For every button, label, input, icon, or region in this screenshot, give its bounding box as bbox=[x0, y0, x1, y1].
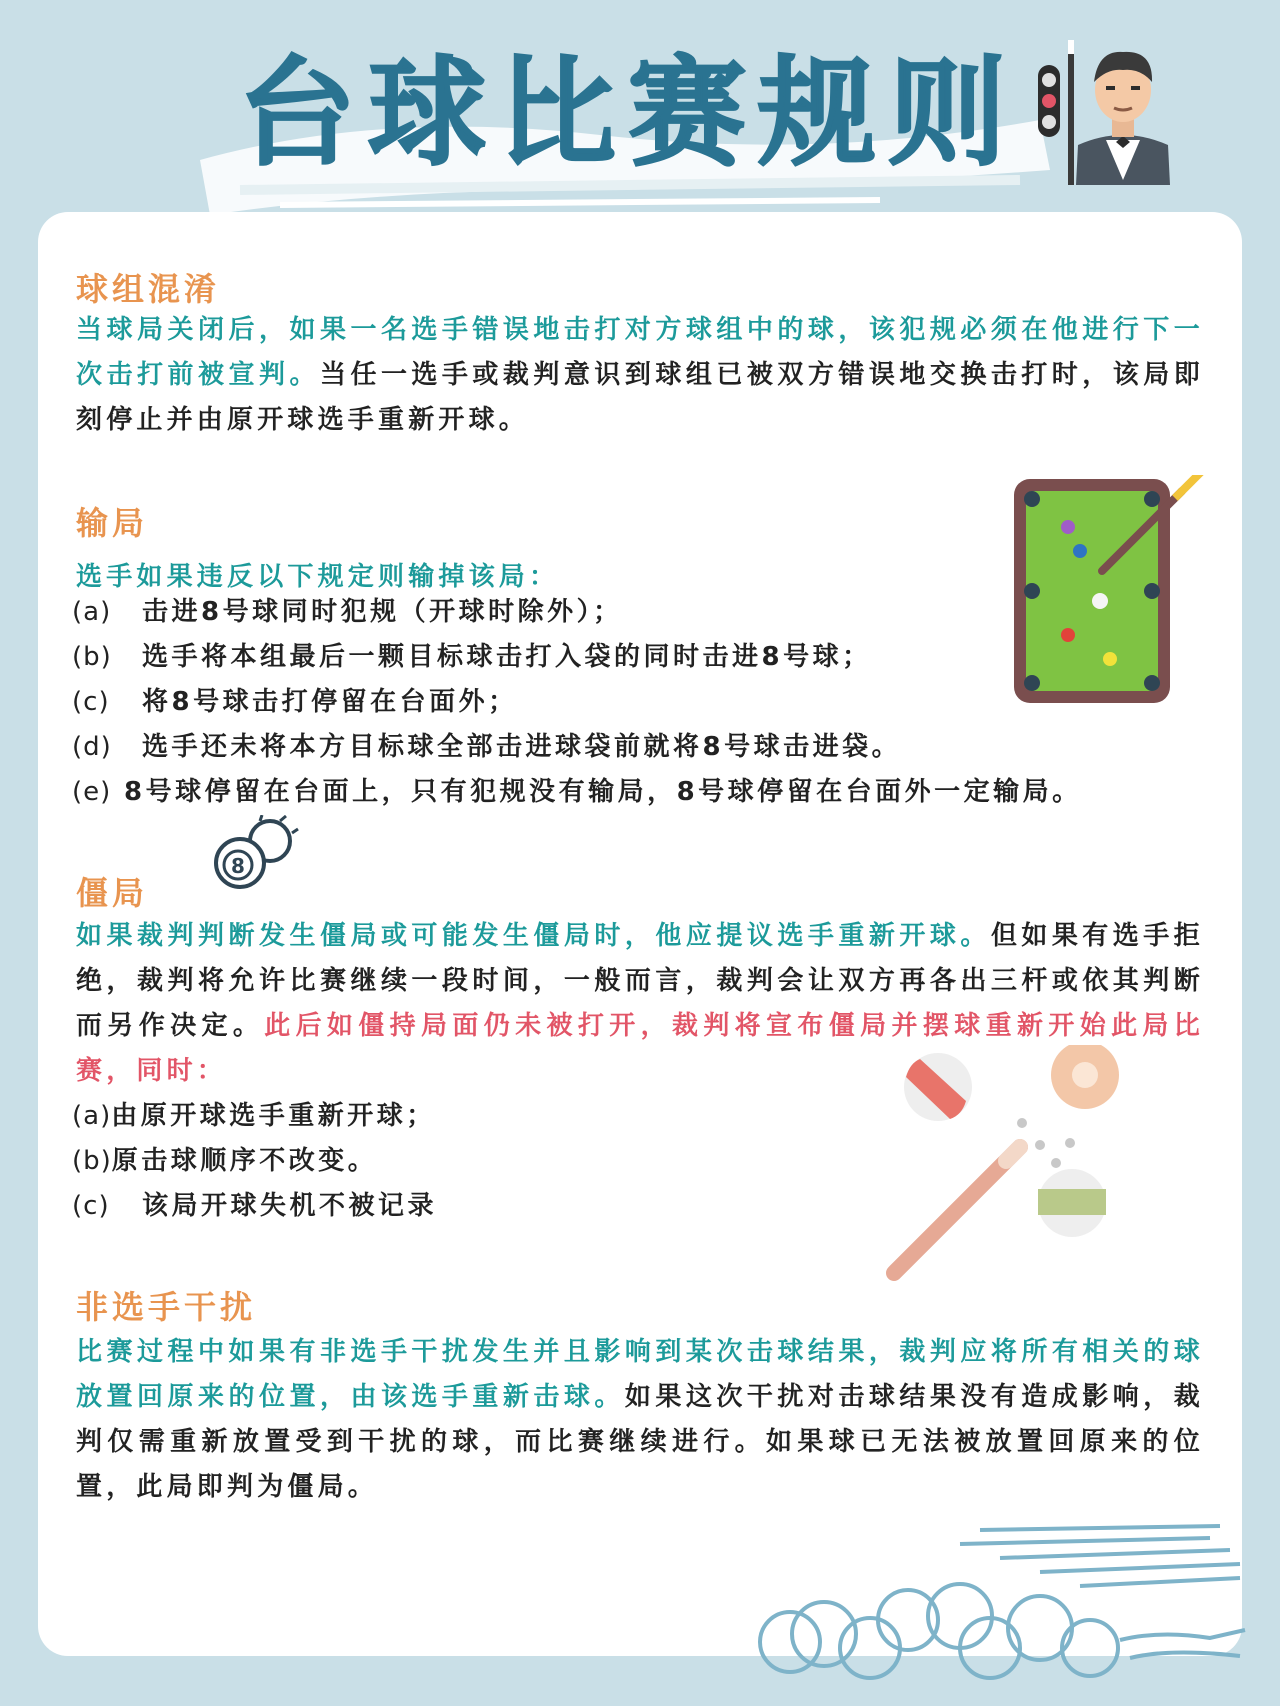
highlight-text: 如果裁判判断发生僵局或可能发生僵局时，他应提议选手重新开球。 bbox=[76, 921, 991, 951]
highlight-text: 当球局关闭后，如果一名选手错误地击打对方球组中的球，该犯规必须在他进行下一次击打前被宣判。 bbox=[76, 315, 1204, 390]
section-heading-stalemate: 僵局 bbox=[76, 874, 149, 912]
page-title: 台球比赛规则 bbox=[238, 44, 1019, 182]
list-item: (a) 击进8号球同时犯规（开球时除外）； bbox=[72, 597, 623, 627]
section-text-outside-interference bbox=[76, 1330, 1204, 1510]
list-item: (b)原击球顺序不改变。 bbox=[72, 1146, 378, 1176]
body-text: 但如果有选手拒绝，裁判将允许比赛继续一段时间，一般而言，裁判会让双方再各出三杆或依其判断而另作决定。 bbox=[76, 921, 1204, 1041]
list-item: (c) 将8号球击打停留在台面外； bbox=[72, 687, 518, 717]
cue-and-balls-icon bbox=[880, 1045, 1120, 1285]
body-text: 如果这次干扰对击球结果没有造成影响，裁判仅需重新放置受到干扰的球，而比赛继续进行。如果球已无法被放置回原来的位置，此局即判为僵局。 bbox=[76, 1382, 1204, 1502]
list-item: (e) 8号球停留在台面上，只有犯规没有输局，8号球停留在台面外一定输局。 bbox=[72, 777, 1082, 807]
title-banner bbox=[0, 0, 1280, 215]
eight-ball-label: 8 bbox=[231, 854, 245, 878]
referee-icon bbox=[1028, 20, 1178, 185]
pool-table-icon bbox=[1010, 475, 1210, 707]
section-heading-lose-game: 输局 bbox=[76, 504, 149, 542]
section-text-mixed-groups bbox=[76, 308, 1204, 443]
highlight-red-text: 此后如僵持局面仍未被打开，裁判将宣布僵局并摆球重新开始此局比赛，同时： bbox=[76, 1011, 1204, 1086]
lose-game-list bbox=[72, 590, 1082, 815]
section-heading-mixed-groups: 球组混淆 bbox=[76, 270, 221, 308]
highlight-text: 比赛过程中如果有非选手干扰发生并且影响到某次击球结果，裁判应将所有相关的球放置回原来的位置，由该选手重新击球。 bbox=[76, 1337, 1204, 1412]
billiard-balls-decoration bbox=[740, 1520, 1250, 1680]
body-text: 当任一选手或裁判意识到球组已被双方错误地交换击打时，该局即刻停止并由原开球选手重新开球。 bbox=[76, 360, 1204, 435]
list-item: (a)由原开球选手重新开球； bbox=[72, 1101, 436, 1131]
list-item: (c) 该局开球失机不被记录 bbox=[72, 1191, 438, 1221]
list-item: (b) 选手将本组最后一颗目标球击打入袋的同时击进8号球； bbox=[72, 642, 872, 672]
eight-ball-icon bbox=[210, 815, 300, 895]
section-heading-outside-interference: 非选手干扰 bbox=[76, 1288, 257, 1326]
section-lead-lose-game: 选手如果违反以下规定则输掉该局： bbox=[76, 562, 560, 592]
list-item: (d) 选手还未将本方目标球全部击进球袋前就将8号球击进袋。 bbox=[72, 732, 902, 762]
stalemate-list bbox=[72, 1094, 437, 1229]
